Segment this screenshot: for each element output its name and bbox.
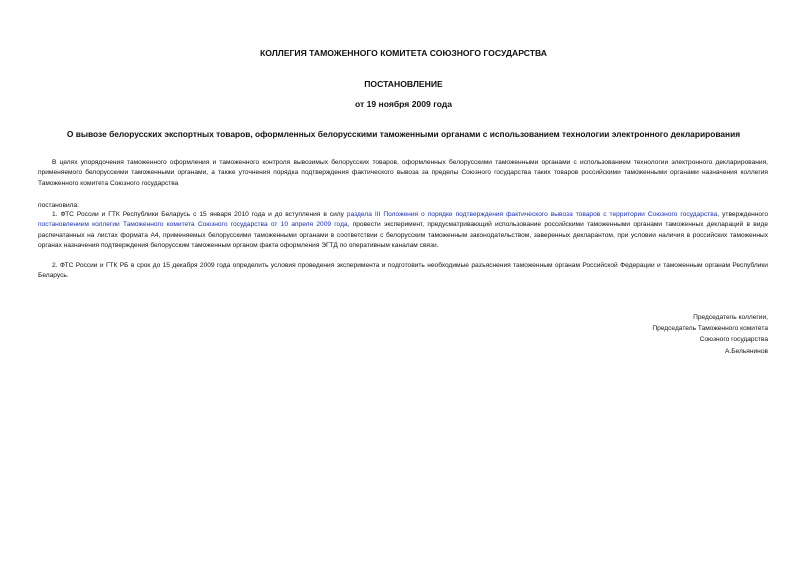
- item-1-middle: , утвержденного: [717, 211, 769, 218]
- signature-line-3: Союзного государства: [699, 336, 768, 344]
- document-type: ПОСТАНОВЛЕНИЕ: [364, 79, 443, 89]
- resolved-label: постановила:: [38, 202, 79, 209]
- organization-title: КОЛЛЕГИЯ ТАМОЖЕННОГО КОМИТЕТА СОЮЗНОГО ГОСУДАРСТВА: [260, 48, 547, 58]
- signature-line-1: Председатель коллегии,: [693, 314, 768, 321]
- document-subject: О вывозе белорусских экспортных товаров, оформленных белорусскими таможенными органами с использованием технологии электронного декларирования: [66, 129, 741, 139]
- collegium-resolution-link[interactable]: постановлением коллегии Таможенного комитета Союзного государства от 10 апреля 2009 года: [38, 221, 348, 229]
- document-date: от 19 ноября 2009 года: [354, 99, 453, 109]
- item-1-start: 1. ФТС России и ГТК Республики Беларусь с 15 января 2010 года и до вступления в силу: [52, 211, 347, 218]
- preamble-paragraph: В целях упорядочения таможенного оформления и таможенного контроля вывозимых белорусских товаров, оформленных белорусскими таможенными органами с использованием технологии электронного декларирования, применяемого белорусскими таможенными органами, а также уточнения порядка подтверждения фактического вывоза за пределы Союзного государства таких товаров российскими таможенными органами назначения коллегия Таможенного комитета Союзного государства: [38, 159, 768, 187]
- item-2-paragraph: 2. ФТС России и ГТК РБ в срок до 15 декабря 2009 года определить условия проведения эксперимента и подготовить необходимые разъяснения таможенным органам Российской Федерации и таможенным органам Республики Беларусь.: [38, 262, 768, 280]
- signatory-name: А.Бельянинов: [725, 347, 768, 355]
- item-1-paragraph: [38, 210, 768, 252]
- signature-line-2: Председатель Таможенного комитета: [652, 325, 768, 333]
- signature-block: [652, 312, 768, 357]
- item-1-end: , провести эксперимент, предусматривающий использование российскими таможенными органами таможенных деклараций в виде распечатанных на листах формата А4, применяемых белорусскими таможенными органами в соответствии с белорусским таможенным законодательством, заверенных декларантом, при условии наличия в российских таможенных органах назначения подтверждения белорусским таможенным органом факта оформления ЭГТД по оперативным каналам связи.: [38, 221, 768, 250]
- regulation-section-link[interactable]: раздела III Положения о порядке подтверждения фактического вывоза товаров с территории Союзного государства: [346, 211, 718, 218]
